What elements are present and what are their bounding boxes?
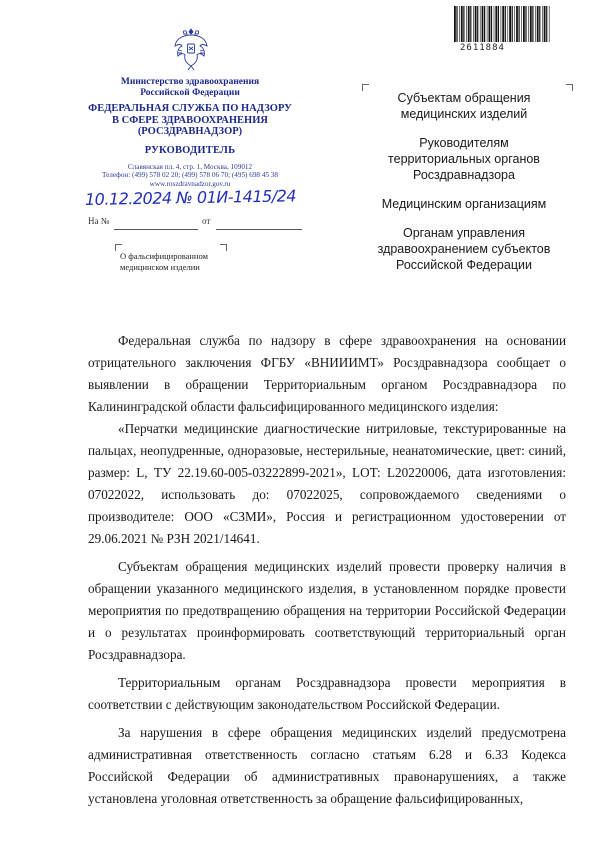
- paragraph-5: За нарушения в сфере обращения медицинских изделий предусмотрена административная ответственность согласно статьям 6.28 и 6.33 Кодекса Российской Федерации об административных правонарушениях, а также установлена уголовная ответственность за обращение фальсифицированных,: [88, 725, 566, 806]
- ref-number-label: На №: [88, 216, 110, 226]
- subject-line-2: медицинском изделии: [120, 261, 200, 272]
- website-link[interactable]: www.roszdravnadzor.gov.ru: [149, 180, 231, 189]
- contact-info: [78, 163, 302, 189]
- ref-date-underline: [216, 229, 302, 230]
- addressee-4-line-1: Органам управления: [402, 226, 525, 240]
- addressee-3-line-1: Медицинским организациям: [381, 197, 547, 211]
- addressee-4-line-2: здравоохранением субъектов: [377, 242, 551, 256]
- letterhead: [78, 77, 302, 189]
- service-name: [78, 103, 302, 138]
- subject-bracket-right: [220, 244, 227, 251]
- service-line-2: В СФЕРЕ ЗДРАВООХРАНЕНИЯ: [112, 114, 268, 126]
- coat-of-arms-icon: [172, 26, 210, 72]
- letter-body: [88, 330, 566, 810]
- ministry-name: [78, 77, 302, 98]
- addressee-1-line-1: Субъектам обращения: [397, 91, 531, 105]
- barcode-bars: [452, 6, 552, 42]
- service-line-3: (РОСЗДРАВНАДЗОР): [137, 126, 243, 137]
- subject-bracket-left: [115, 244, 122, 251]
- ref-date-label: от: [202, 216, 211, 226]
- barcode-number: 2611884: [460, 43, 505, 53]
- ref-number-underline: [114, 229, 198, 230]
- barcode: [452, 6, 556, 54]
- ministry-line-2: Российской Федерации: [140, 87, 240, 98]
- head-title: РУКОВОДИТЕЛЬ: [144, 144, 236, 156]
- addressee-2-line-1: Руководителям: [419, 136, 509, 150]
- addressees: [362, 90, 566, 286]
- addressee-2-line-3: Росздравнадзора: [413, 168, 515, 182]
- paragraph-3: Субъектам обращения медицинских изделий провести проверку наличия в обращении указанного медицинского изделия, в установленном порядке провести мероприятия по предотвращению обращения на территории Российской Федерации и о результатах проинформировать соответствующий территориальный орган Росздравнадзора.: [88, 559, 566, 662]
- outgoing-number-handwritten: 10.12.2024 № 01И-1415/24: [84, 186, 297, 210]
- addressee-1: [362, 90, 566, 122]
- service-line-1: ФЕДЕРАЛЬНАЯ СЛУЖБА ПО НАДЗОРУ: [88, 103, 292, 114]
- addressee-bracket-right: [566, 84, 573, 91]
- addressee-3: [362, 196, 566, 212]
- subject-line-1: О фальсифицированном: [120, 251, 208, 261]
- addressee-1-line-2: медицинских изделий: [400, 107, 528, 121]
- address: Славянская пл. 4, стр. 1, Москва, 109012: [127, 162, 253, 171]
- paragraph-1: Федеральная служба по надзору в сфере здравоохранения на основании отрицательного заключения ФГБУ «ВНИИИМТ» Росздравнадзора сообщает о выявлении в обращении Территориальным органом Росздравнадзора по Калининградской области фальсифицированного медицинского изделия:: [88, 333, 566, 414]
- subject: [120, 251, 270, 272]
- reference-line: [88, 216, 302, 232]
- ministry-line-1: Министерство здравоохранения: [120, 77, 260, 87]
- paragraph-2: «Перчатки медицинские диагностические нитриловые, текстурированные на пальцах, неопудренные, одноразовые, нестерильные, неанатомические, цвет: синий, размер: L, ТУ 22.19.60-005-03222899-2021», LOT: L20220006, дата изготовления: 07022022, использовать до: 07022025, сопровождаемого сведениями о производителе: ООО «СЗМИ», Россия и регистрационном удостоверении от 29.06.2021 № РЗН 2021/14641.: [88, 421, 566, 546]
- phones: Телефон: (499) 578 02 20; (499) 578 06 70; (495) 698 45 38: [102, 171, 278, 180]
- addressee-4-line-3: Российской Федерации: [396, 258, 532, 272]
- addressee-4: [362, 225, 566, 273]
- addressee-2: [362, 135, 566, 183]
- addressee-2-line-2: территориальных органов: [388, 152, 540, 166]
- paragraph-4: Территориальным органам Росздравнадзора провести мероприятия в соответствии с действующим законодательством Российской Федерации.: [88, 675, 566, 712]
